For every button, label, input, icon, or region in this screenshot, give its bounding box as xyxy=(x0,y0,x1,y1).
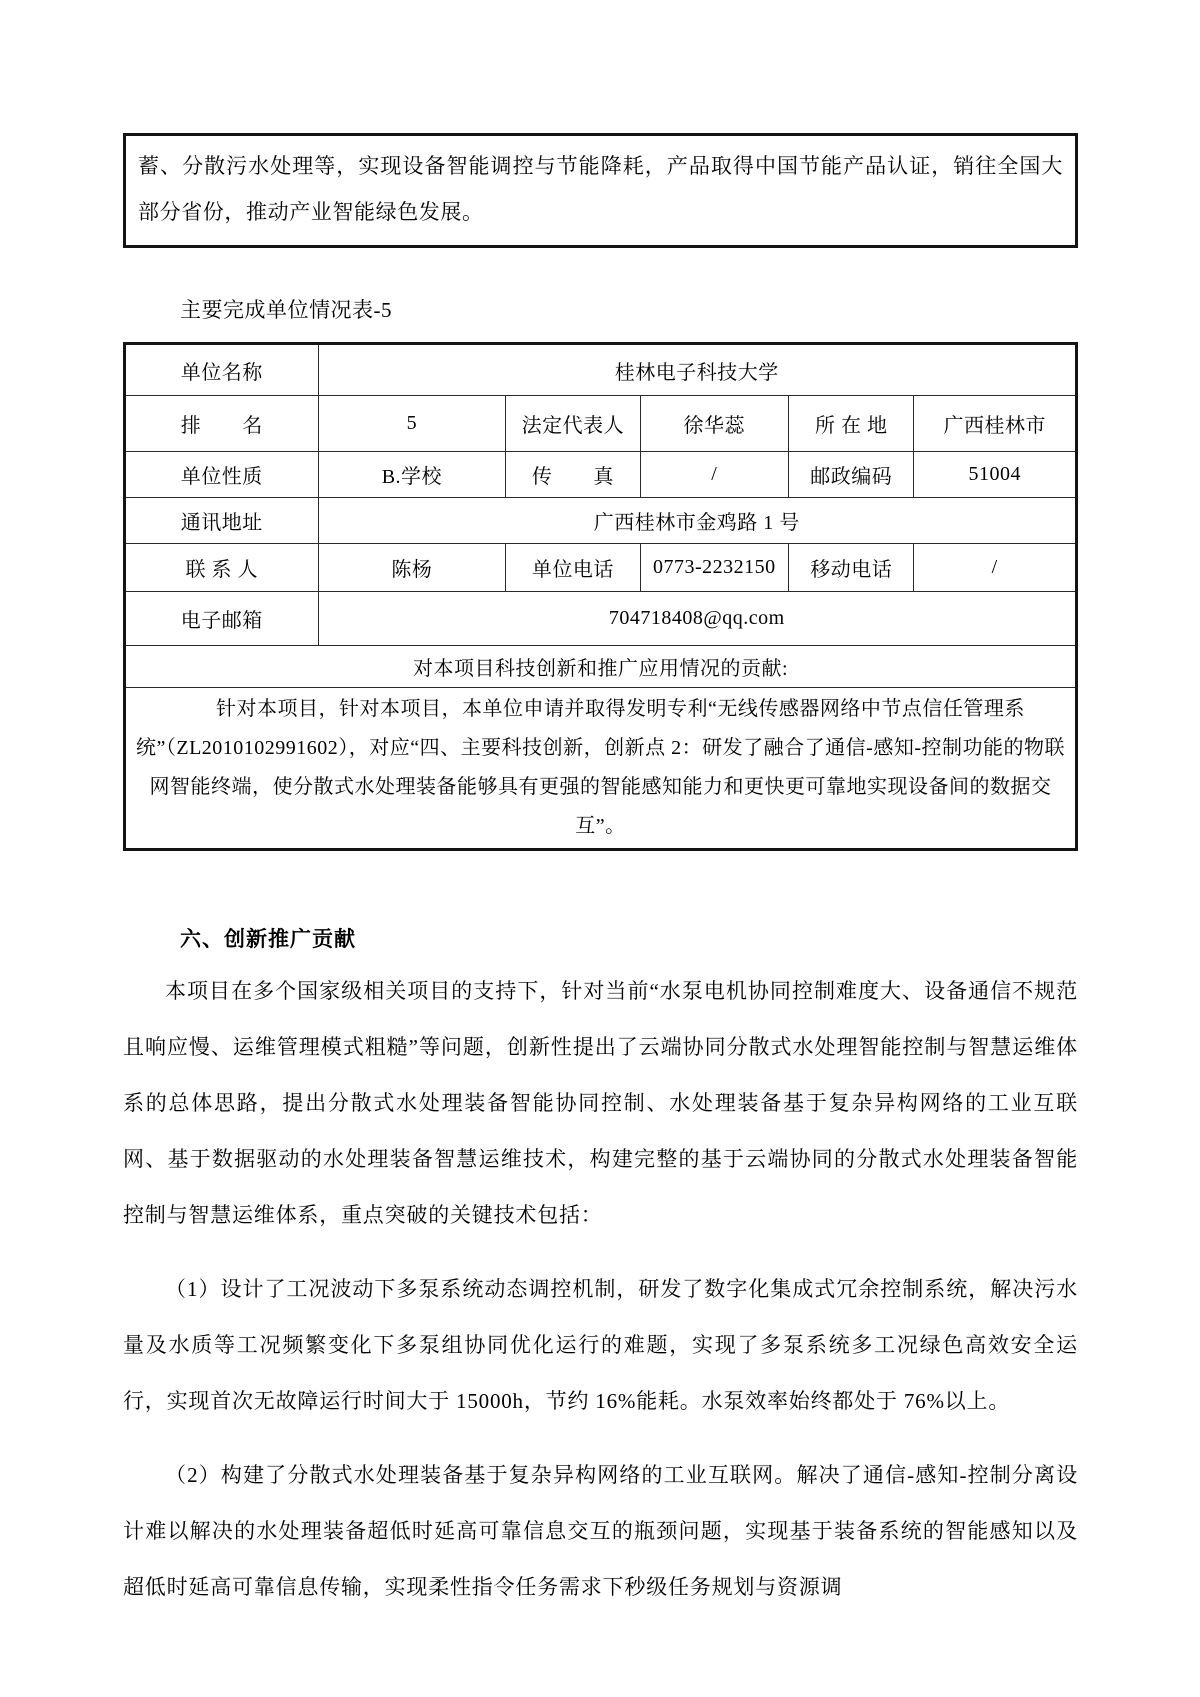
location-label-cell: 所 在 地 xyxy=(789,396,914,452)
legal-rep-label-cell: 法定代表人 xyxy=(506,396,640,452)
body-paragraph-1: 本项目在多个国家级相关项目的支持下，针对当前“水泵电机协同控制难度大、设备通信不规范且响应慢、运维管理模式粗糙”等问题，创新性提出了云端协同分散式水处理智能控制与智慧运维体系的总体思路，提出分散式水处理装备智能协同控制、水处理装备基于复杂异构网络的工业互联网、基于数据驱动的水处理装备智慧运维技术，构建完整的基于云端协同的分散式水处理装备智能控制与智慧运维体系，重点突破的关键技术包括： xyxy=(123,979,1078,1227)
address-value-cell: 广西桂林市金鸡路 1 号 xyxy=(318,498,1076,544)
section-heading: 六、创新推广贡献 xyxy=(180,927,356,951)
postal-code-value-cell: 51004 xyxy=(914,452,1077,498)
location-value-cell: 广西桂林市 xyxy=(914,396,1077,452)
unit-name-label-cell: 单位名称 xyxy=(125,344,319,396)
contact-person-value-cell: 陈杨 xyxy=(318,544,506,592)
unit-name-value-cell: 桂林电子科技大学 xyxy=(318,344,1076,396)
unit-type-value-cell: B.学校 xyxy=(318,452,506,498)
body-paragraph-2: （1）设计了工况波动下多泵系统动态调控机制，研发了数字化集成式冗余控制系统，解决污水量及水质等工况频繁变化下多泵组协同优化运行的难题，实现了多泵系统多工况绿色高效安全运行，实现首次无故障运行时间大于 15000h，节约 16%能耗。水泵效率始终都处于 76%以上。 xyxy=(123,1277,1078,1413)
unit-type-label-cell: 单位性质 xyxy=(125,452,319,498)
office-phone-label-cell: 单位电话 xyxy=(506,544,640,592)
table-row-rank xyxy=(125,396,1077,452)
email-value-cell: 704718408@qq.com xyxy=(318,592,1076,646)
postal-code-label-cell: 邮政编码 xyxy=(789,452,914,498)
fax-value-cell: / xyxy=(640,452,788,498)
email-label-cell: 电子邮箱 xyxy=(125,592,319,646)
table-row-contribution-header xyxy=(125,646,1077,688)
contribution-text-cell: 针对本项目，针对本项目，本单位申请并取得发明专利“无线传感器网络中节点信任管理系统”（ZL2010102991602），对应“四、主要科技创新，创新点 2：研发了融合了通信-感知-控制功能的物联网智能终端，使分散式水处理装备能够具有更强的智能感知能力和更快更可靠地实现设备间的数据交互”。 xyxy=(125,688,1077,850)
contact-person-label-cell: 联 系 人 xyxy=(125,544,319,592)
table-row-unit-name xyxy=(125,344,1077,396)
table-row-email xyxy=(125,592,1077,646)
table-row-address xyxy=(125,498,1077,544)
carryover-text: 蓄、分散污水处理等，实现设备智能调控与节能降耗，产品取得中国节能产品认证，销往全国大部分省份，推动产业智能绿色发展。 xyxy=(138,154,1063,224)
rank-label-cell: 排 名 xyxy=(125,396,319,452)
table-caption: 主要完成单位情况表-5 xyxy=(180,298,392,322)
mobile-phone-value-cell: / xyxy=(914,544,1077,592)
table-row-contribution-text xyxy=(125,688,1077,850)
body-paragraph-3: （2）构建了分散式水处理装备基于复杂异构网络的工业互联网。解决了通信-感知-控制分离设计难以解决的水处理装备超低时延高可靠信息交互的瓶颈问题，实现基于装备系统的智能感知以及超低时延高可靠信息传输，实现柔性指令任务需求下秒级任务规划与资源调 xyxy=(123,1463,1078,1599)
office-phone-value-cell: 0773-2232150 xyxy=(640,544,788,592)
table-row-contact xyxy=(125,544,1077,592)
contribution-header-cell: 对本项目科技创新和推广应用情况的贡献: xyxy=(125,646,1077,688)
address-label-cell: 通讯地址 xyxy=(125,498,319,544)
fax-label-cell: 传 真 xyxy=(506,452,640,498)
rank-value-cell: 5 xyxy=(318,396,506,452)
carryover-text-box xyxy=(123,133,1078,248)
mobile-phone-label-cell: 移动电话 xyxy=(789,544,914,592)
unit-info-table xyxy=(123,342,1078,851)
table-row-unit-type xyxy=(125,452,1077,498)
legal-rep-value-cell: 徐华蕊 xyxy=(640,396,788,452)
